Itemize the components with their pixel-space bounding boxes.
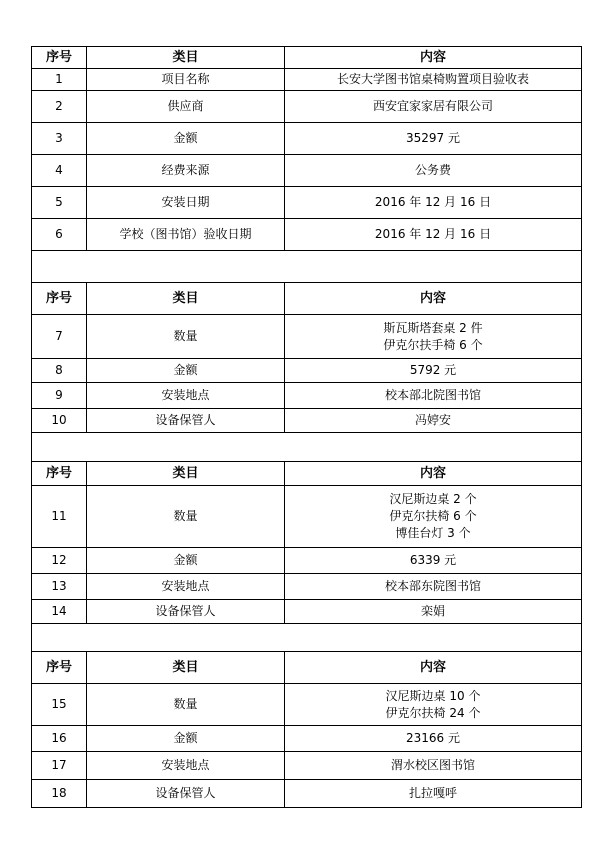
table-row	[32, 91, 582, 123]
row-content	[285, 684, 582, 726]
content-line: 2016 年 12 月 16 日	[374, 195, 492, 209]
table-row	[32, 752, 582, 780]
row-content	[285, 219, 582, 251]
section-spacer	[32, 624, 582, 652]
row-number: 2	[32, 91, 87, 123]
content-line: 渭水校区图书馆	[390, 758, 475, 772]
row-category: 安装日期	[87, 187, 285, 219]
section-spacer	[32, 433, 582, 462]
header-content: 内容	[285, 47, 582, 69]
content-line: 长安大学图书馆桌椅购置项目验收表	[336, 72, 529, 86]
header-category: 类目	[87, 47, 285, 69]
content-line: 西安宜家家居有限公司	[372, 99, 493, 113]
row-category: 供应商	[87, 91, 285, 123]
header-no: 序号	[32, 652, 87, 684]
table-row	[32, 600, 582, 624]
row-category: 经费来源	[87, 155, 285, 187]
table-row	[32, 548, 582, 574]
header-no: 序号	[32, 462, 87, 486]
content-line: 汉尼斯边桌 10 个	[385, 688, 481, 703]
row-number: 6	[32, 219, 87, 251]
header-content: 内容	[285, 462, 582, 486]
content-line: 校本部东院图书馆	[384, 579, 481, 593]
table-header-row	[32, 652, 582, 684]
content-line: 冯婷安	[414, 413, 451, 427]
row-number: 8	[32, 359, 87, 383]
table-row	[32, 219, 582, 251]
row-category: 安装地点	[87, 752, 285, 780]
row-category: 项目名称	[87, 69, 285, 91]
row-number: 5	[32, 187, 87, 219]
header-category: 类目	[87, 652, 285, 684]
row-content	[285, 574, 582, 600]
row-content	[285, 486, 582, 548]
row-number: 12	[32, 548, 87, 574]
table-row	[32, 155, 582, 187]
table-header-row	[32, 462, 582, 486]
row-content	[285, 155, 582, 187]
content-line: 伊克尔扶椅 6 个	[389, 509, 477, 523]
row-content	[285, 780, 582, 808]
row-content	[285, 69, 582, 91]
content-line: 伊克尔扶手椅 6 个	[383, 337, 483, 352]
section-spacer-row	[32, 433, 582, 462]
content-line: 6339 元	[409, 553, 457, 567]
row-content	[285, 726, 582, 752]
content-line: 35297 元	[406, 131, 460, 145]
row-content	[285, 315, 582, 359]
row-number: 18	[32, 780, 87, 808]
acceptance-table-body	[32, 47, 582, 808]
row-number: 1	[32, 69, 87, 91]
table-row	[32, 383, 582, 409]
content-line: 斯瓦斯塔套桌 2 件	[383, 320, 483, 335]
content-line: 栾娟	[420, 604, 445, 618]
row-number: 10	[32, 409, 87, 433]
header-category: 类目	[87, 283, 285, 315]
content-line: 扎拉嘎呼	[408, 786, 457, 800]
row-number: 11	[32, 486, 87, 548]
row-category: 金额	[87, 548, 285, 574]
table-row	[32, 409, 582, 433]
row-category: 金额	[87, 359, 285, 383]
table-row	[32, 315, 582, 359]
row-category: 数量	[87, 684, 285, 726]
header-category: 类目	[87, 462, 285, 486]
row-content	[285, 383, 582, 409]
content-line: 博佳台灯 3 个	[395, 526, 471, 540]
row-content	[285, 409, 582, 433]
table-row	[32, 486, 582, 548]
content-line: 2016 年 12 月 16 日	[374, 227, 492, 241]
row-category: 金额	[87, 123, 285, 155]
row-category: 数量	[87, 486, 285, 548]
row-number: 16	[32, 726, 87, 752]
row-category: 数量	[87, 315, 285, 359]
section-spacer	[32, 251, 582, 283]
row-number: 9	[32, 383, 87, 409]
row-number: 17	[32, 752, 87, 780]
content-line: 公务费	[414, 163, 451, 177]
row-number: 3	[32, 123, 87, 155]
table-row	[32, 69, 582, 91]
table-row	[32, 123, 582, 155]
content-line: 伊克尔扶椅 24 个	[385, 705, 481, 720]
row-category: 安装地点	[87, 383, 285, 409]
row-content	[285, 123, 582, 155]
row-content	[285, 91, 582, 123]
row-content	[285, 752, 582, 780]
row-content	[285, 600, 582, 624]
header-content: 内容	[285, 652, 582, 684]
row-number: 4	[32, 155, 87, 187]
row-number: 7	[32, 315, 87, 359]
table-row	[32, 359, 582, 383]
row-category: 学校（图书馆）验收日期	[87, 219, 285, 251]
header-no: 序号	[32, 283, 87, 315]
row-number: 13	[32, 574, 87, 600]
section-spacer-row	[32, 624, 582, 652]
row-category: 设备保管人	[87, 409, 285, 433]
row-number: 14	[32, 600, 87, 624]
acceptance-table	[31, 46, 582, 808]
row-content	[285, 548, 582, 574]
content-line: 校本部北院图书馆	[384, 388, 481, 402]
table-row	[32, 574, 582, 600]
row-category: 设备保管人	[87, 780, 285, 808]
table-row	[32, 684, 582, 726]
section-spacer-row	[32, 251, 582, 283]
table-header-row	[32, 283, 582, 315]
content-line: 23166 元	[406, 731, 460, 745]
table-row	[32, 726, 582, 752]
table-row	[32, 187, 582, 219]
header-no: 序号	[32, 47, 87, 69]
row-category: 设备保管人	[87, 600, 285, 624]
row-category: 安装地点	[87, 574, 285, 600]
content-line: 汉尼斯边桌 2 个	[389, 492, 477, 506]
row-content	[285, 359, 582, 383]
row-content	[285, 187, 582, 219]
table-row	[32, 780, 582, 808]
row-category: 金额	[87, 726, 285, 752]
header-content: 内容	[285, 283, 582, 315]
table-header-row	[32, 47, 582, 69]
content-line: 5792 元	[409, 363, 457, 377]
row-number: 15	[32, 684, 87, 726]
